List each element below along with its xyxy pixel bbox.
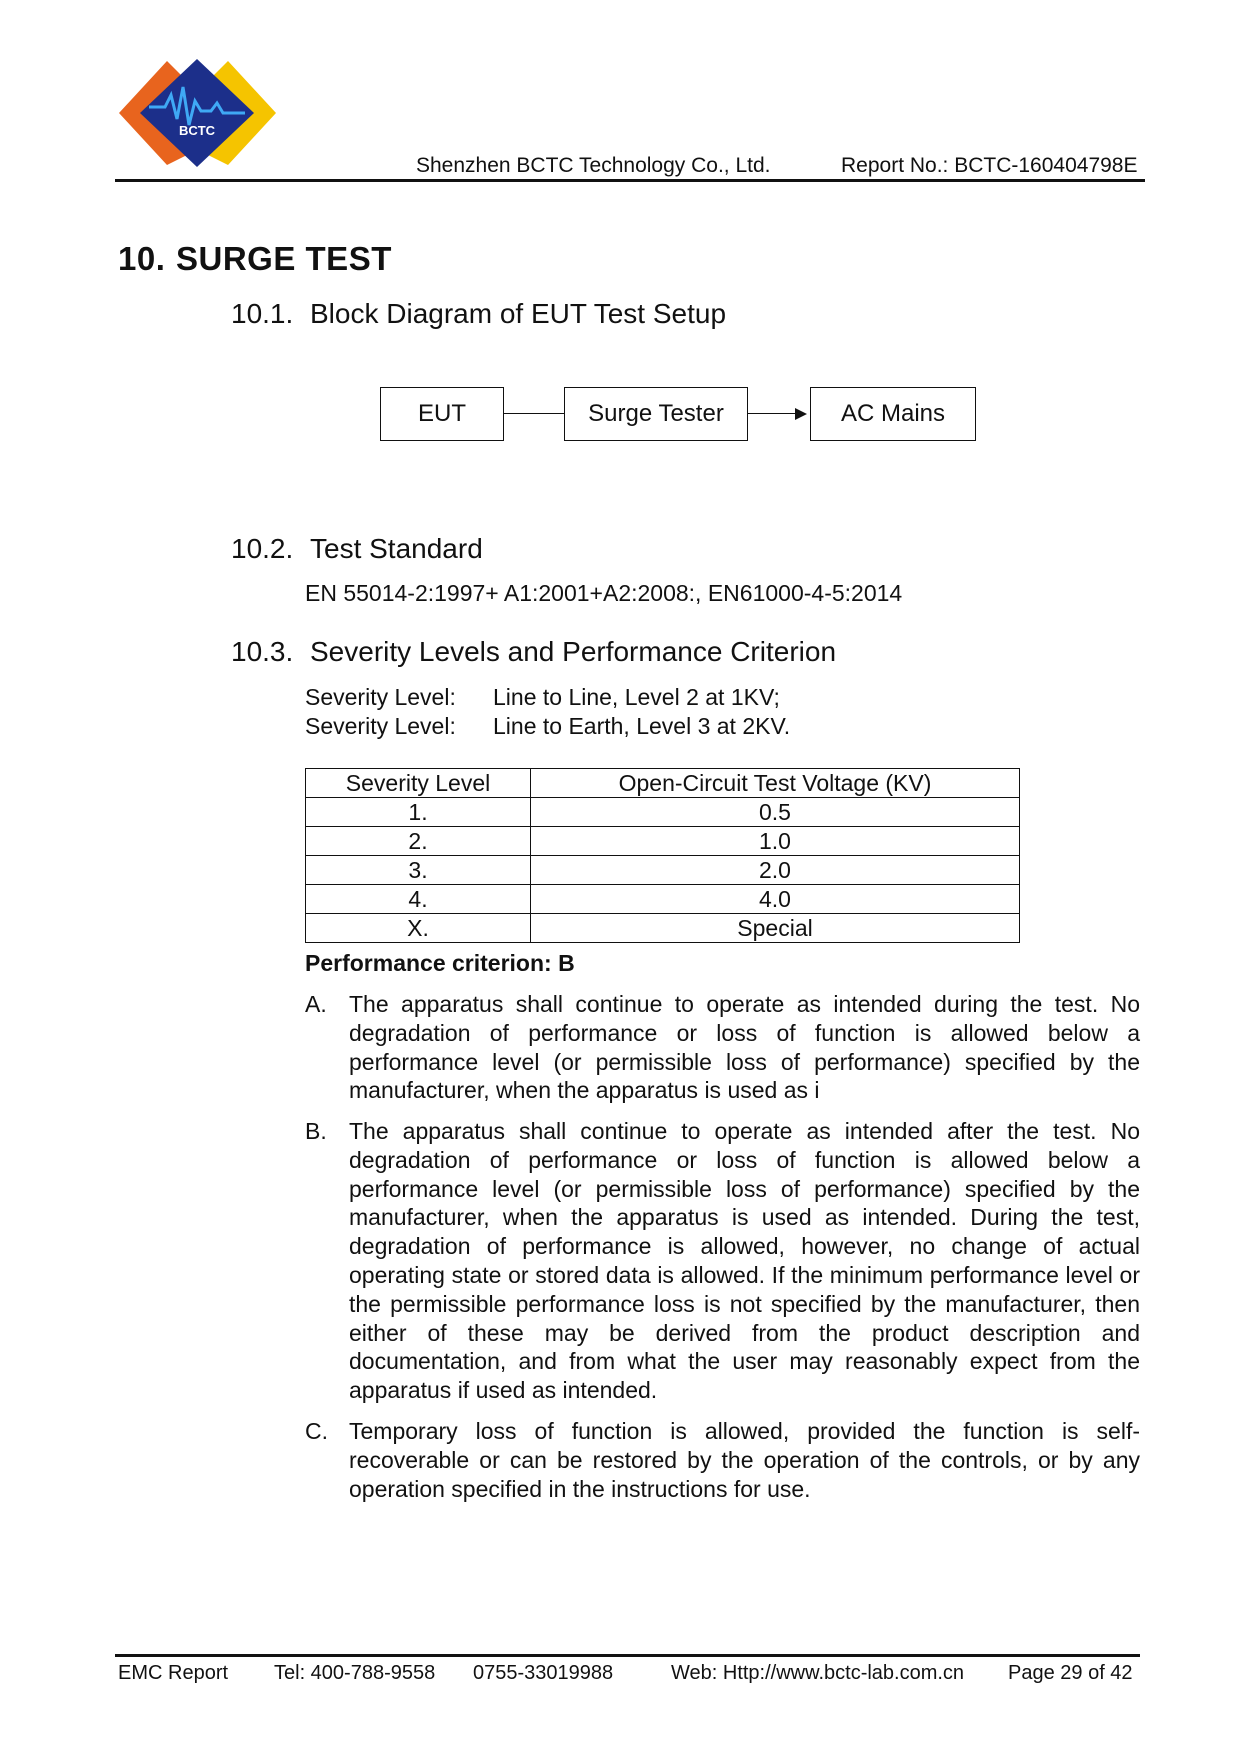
severity-table	[305, 768, 1020, 943]
clause-letter: A.	[305, 991, 327, 1017]
table-cell: 1.0	[531, 827, 1020, 856]
table-header-cell: Severity Level	[306, 769, 531, 798]
report-number: Report No.: BCTC-160404798E	[841, 154, 1138, 177]
table-cell: 3.	[306, 856, 531, 885]
table-row	[306, 914, 1020, 943]
table-cell: Special	[531, 914, 1020, 943]
criterion-clause-c	[305, 1417, 1140, 1503]
company-name: Shenzhen BCTC Technology Co., Ltd.	[416, 154, 771, 177]
footer-phone: 0755-33019988	[473, 1662, 614, 1684]
table-header-row	[306, 769, 1020, 798]
diagram-box-eut: EUT	[380, 387, 504, 441]
diagram-arrow-line	[748, 413, 799, 414]
table-cell: X.	[306, 914, 531, 943]
test-standard-text: EN 55014-2:1997+ A1:2001+A2:2008:, EN61000-4-5:2014	[305, 580, 903, 606]
performance-criterion-heading: Performance criterion: B	[305, 950, 575, 976]
criterion-clause-a	[305, 990, 1140, 1105]
table-cell: 1.	[306, 798, 531, 827]
section-heading	[118, 240, 392, 278]
clause-text: The apparatus shall continue to operate as intended during the test. No degradation of performance or loss of function is allowed below a performance level (or permissible loss of performance) specified by the manufacturer, when the apparatus is used as i	[349, 991, 1140, 1104]
subsection-number: 10.1.	[231, 298, 294, 329]
subsection-number: 10.3.	[231, 636, 294, 667]
section-title: SURGE TEST	[176, 240, 392, 277]
subsection-heading-10-2	[231, 533, 483, 565]
block-diagram	[380, 387, 976, 442]
severity-label: Severity Level:	[305, 684, 456, 710]
subsection-title: Severity Levels and Performance Criterion	[310, 636, 837, 667]
footer-tel: Tel: 400-788-9558	[274, 1662, 436, 1684]
footer-report-label: EMC Report	[118, 1662, 229, 1684]
subsection-heading-10-3	[231, 636, 836, 668]
table-row	[306, 827, 1020, 856]
subsection-title: Test Standard	[310, 533, 483, 564]
subsection-title: Block Diagram of EUT Test Setup	[310, 298, 727, 329]
table-cell: 2.	[306, 827, 531, 856]
clause-letter: B.	[305, 1118, 327, 1144]
bctc-logo	[115, 55, 280, 170]
footer-page-number: Page 29 of 42	[1008, 1662, 1133, 1684]
clause-letter: C.	[305, 1418, 328, 1444]
clause-text: Temporary loss of function is allowed, provided the function is self-recoverable or can be restored by the operation of the controls, or by any operation specified in the instructions for use.	[349, 1418, 1140, 1502]
table-header-cell: Open-Circuit Test Voltage (KV)	[531, 769, 1020, 798]
subsection-number: 10.2.	[231, 533, 294, 564]
table-cell: 4.0	[531, 885, 1020, 914]
table-cell: 0.5	[531, 798, 1020, 827]
criterion-clause-b	[305, 1117, 1140, 1405]
severity-line	[305, 713, 790, 740]
table-cell: 2.0	[531, 856, 1020, 885]
subsection-heading-10-1	[231, 298, 726, 330]
diagram-box-ac-mains: AC Mains	[810, 387, 976, 441]
footer-rule	[115, 1654, 1140, 1657]
severity-line	[305, 684, 780, 711]
severity-value: Line to Earth, Level 3 at 2KV.	[493, 713, 791, 739]
table-row	[306, 885, 1020, 914]
arrow-right-icon	[795, 408, 807, 420]
logo-text: BCTC	[178, 123, 216, 138]
severity-value: Line to Line, Level 2 at 1KV;	[493, 684, 780, 710]
table-cell: 4.	[306, 885, 531, 914]
diagram-box-surge-tester: Surge Tester	[564, 387, 748, 441]
severity-label: Severity Level:	[305, 713, 456, 739]
table-row	[306, 798, 1020, 827]
table-row	[306, 856, 1020, 885]
header-rule	[115, 179, 1145, 182]
footer-web: Web: Http://www.bctc-lab.com.cn	[671, 1662, 965, 1684]
section-number: 10.	[118, 240, 166, 277]
clause-text: The apparatus shall continue to operate as intended after the test. No degradation of performance or loss of function is allowed below a performance level (or permissible loss of performance) specified by the manufacturer, when the apparatus is used as intended. During the test, degradation of performance is allowed, however, no change of actual operating state or stored data is allowed. If the minimum performance level or the permissible performance loss is not specified by the manufacturer, then either of these may be derived from the product description and documentation, and from what the user may reasonably expect from the apparatus if used as intended.	[349, 1118, 1140, 1404]
diagram-connector-line	[504, 413, 564, 414]
